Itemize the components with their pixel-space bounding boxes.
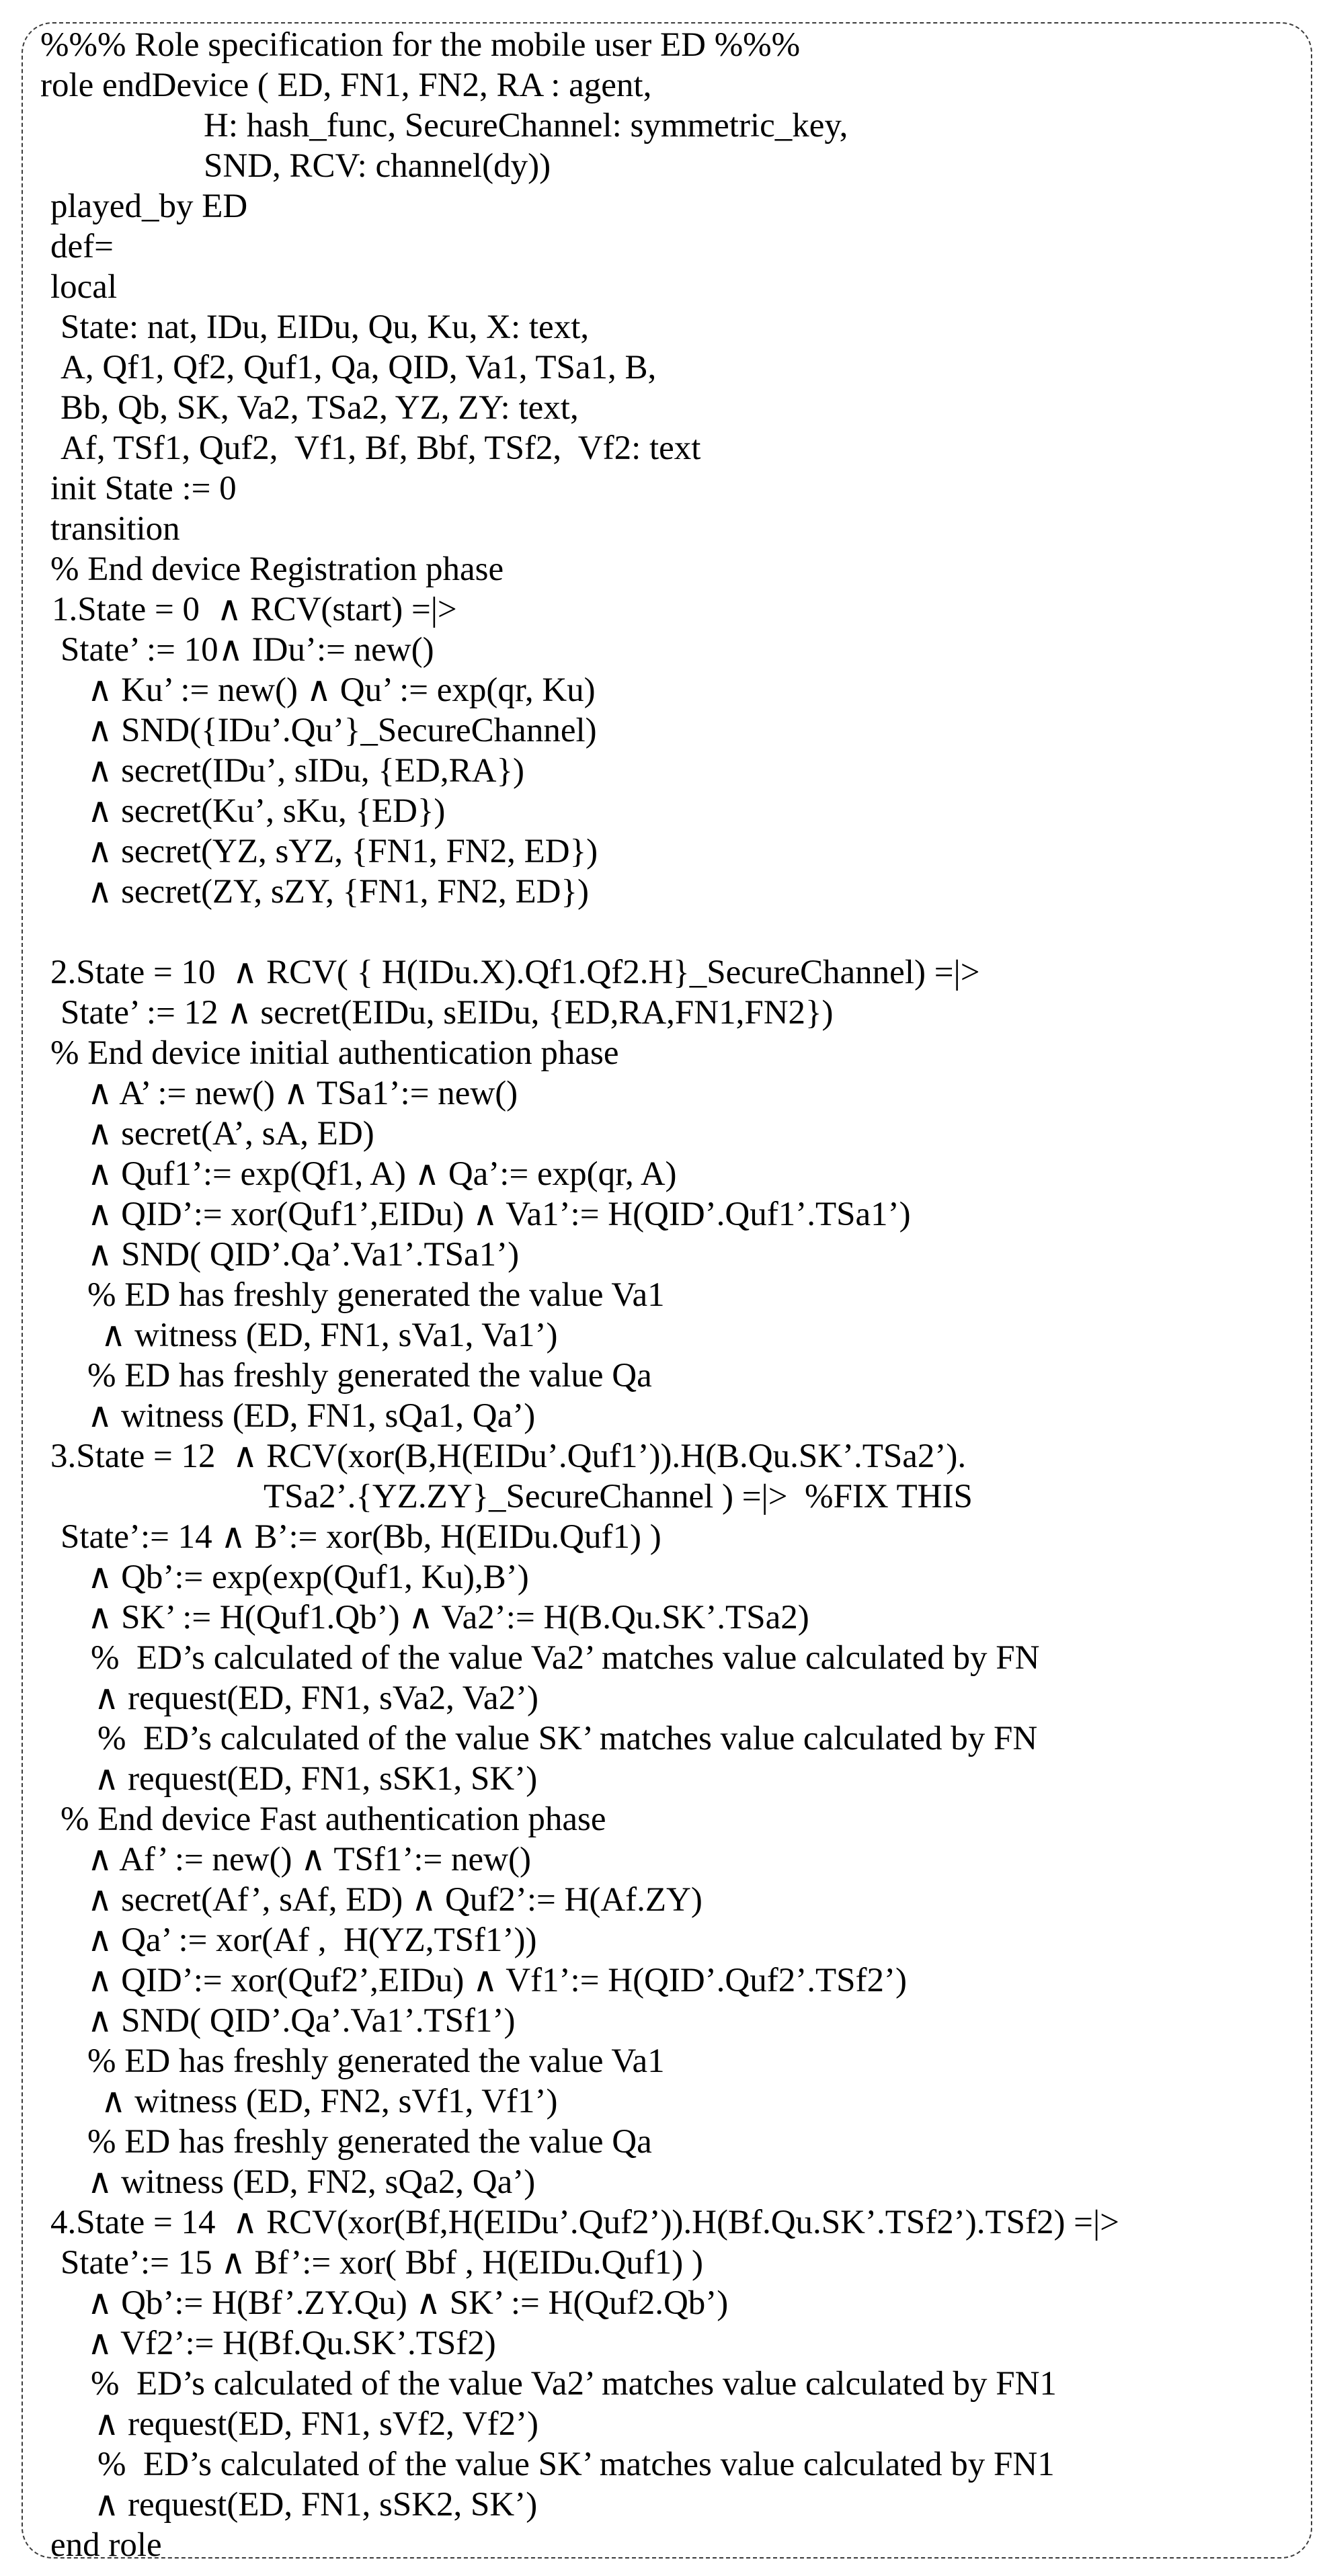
transition-line: 3.State = 12 ∧ RCV(xor(B,H(EIDu’.Quf1’)).H(B.Qu.SK’.TSa2’). bbox=[50, 1438, 967, 1475]
comment-line: % ED’s calculated of the value SK’ matches value calculated by FN bbox=[97, 1720, 1038, 1757]
code-line: Af, TSf1, Quf2, Vf1, Bf, Bbf, TSf2, Vf2: text bbox=[61, 429, 701, 467]
code-line: ∧ Quf1’:= exp(Qf1, A) ∧ Qa’:= exp(qr, A) bbox=[87, 1155, 677, 1193]
transition-line: 1.State = 0 ∧ RCV(start) =|> bbox=[52, 591, 457, 628]
comment-line: % ED’s calculated of the value Va2’ matches value calculated by FN1 bbox=[91, 2365, 1057, 2403]
code-line: Bb, Qb, SK, Va2, TSa2, YZ, ZY: text, bbox=[61, 389, 579, 427]
code-line: transition bbox=[50, 510, 180, 548]
code-line: ∧ witness (ED, FN1, sVa1, Va1’) bbox=[101, 1317, 558, 1354]
code-line: ∧ secret(YZ, sYZ, {FN1, FN2, ED}) bbox=[87, 833, 598, 870]
role-declaration-line: end role bbox=[50, 2526, 162, 2564]
code-line: State’ := 10∧ IDu’:= new() bbox=[61, 631, 434, 669]
code-line: ∧ witness (ED, FN1, sQa1, Qa’) bbox=[87, 1397, 536, 1435]
code-line: ∧ SND({IDu’.Qu’}_SecureChannel) bbox=[87, 712, 597, 749]
code-line: ∧ SND( QID’.Qa’.Va1’.TSf1’) bbox=[87, 2002, 516, 2040]
code-line: ∧ QID’:= xor(Quf1’,EIDu) ∧ Va1’:= H(QID’.Quf1’.TSa1’) bbox=[87, 1196, 911, 1233]
comment-line: % ED has freshly generated the value Qa bbox=[87, 2123, 652, 2161]
code-line: A, Qf1, Qf2, Quf1, Qa, QID, Va1, TSa1, B, bbox=[61, 349, 657, 386]
code-line: ∧ witness (ED, FN2, sQa2, Qa’) bbox=[87, 2163, 536, 2201]
code-line: ∧ witness (ED, FN2, sVf1, Vf1’) bbox=[101, 2083, 558, 2120]
comment-line: % ED has freshly generated the value Va1 bbox=[87, 2042, 665, 2080]
code-line: TSa2’.{YZ.ZY}_SecureChannel ) =|> %FIX THIS bbox=[264, 1478, 973, 1515]
code-line: ∧ secret(Ku’, sKu, {ED}) bbox=[87, 792, 446, 830]
transition-line: 2.State = 10 ∧ RCV( { H(IDu.X).Qf1.Qf2.H}_SecureChannel) =|> bbox=[50, 954, 980, 991]
comment-line: % End device Fast authentication phase bbox=[61, 1800, 606, 1838]
code-line: ∧ Qb’:= H(Bf’.ZY.Qu) ∧ SK’ := H(Quf2.Qb’) bbox=[87, 2284, 729, 2322]
code-line: ∧ secret(A’, sA, ED) bbox=[87, 1115, 374, 1153]
code-line: ∧ A’ := new() ∧ TSa1’:= new() bbox=[87, 1075, 518, 1112]
code-line: ∧ secret(IDu’, sIDu, {ED,RA}) bbox=[87, 752, 524, 790]
code-line: State’:= 14 ∧ B’:= xor(Bb, H(EIDu.Quf1) ) bbox=[61, 1518, 661, 1556]
code-line: init State := 0 bbox=[50, 470, 237, 507]
role-declaration-line: role endDevice ( ED, FN1, FN2, RA : agent, bbox=[40, 67, 652, 104]
comment-line: % End device Registration phase bbox=[50, 550, 504, 588]
code-line: ∧ QID’:= xor(Quf2’,EIDu) ∧ Vf1’:= H(QID’.Quf2’.TSf2’) bbox=[87, 1962, 907, 1999]
transition-line: 4.State = 14 ∧ RCV(xor(Bf,H(EIDu’.Quf2’)).H(Bf.Qu.SK’.TSf2’).TSf2) =|> bbox=[50, 2204, 1119, 2241]
code-line: State’:= 15 ∧ Bf’:= xor( Bbf , H(EIDu.Quf1) ) bbox=[61, 2244, 703, 2282]
comment-line: % ED has freshly generated the value Qa bbox=[87, 1357, 652, 1395]
code-line: SND, RCV: channel(dy)) bbox=[204, 147, 551, 185]
code-line: ∧ secret(ZY, sZY, {FN1, FN2, ED}) bbox=[87, 873, 589, 911]
code-line: ∧ Qb’:= exp(exp(Quf1, Ku),B’) bbox=[87, 1559, 529, 1596]
code-line: ∧ request(ED, FN1, sSK1, SK’) bbox=[94, 1760, 538, 1798]
code-line: ∧ Qa’ := xor(Af , H(YZ,TSf1’)) bbox=[87, 1921, 537, 1959]
code-line: ∧ request(ED, FN1, sSK2, SK’) bbox=[94, 2486, 538, 2524]
code-line: ∧ SND( QID’.Qa’.Va1’.TSa1’) bbox=[87, 1236, 520, 1274]
comment-line: % ED’s calculated of the value SK’ matches value calculated by FN1 bbox=[97, 2446, 1055, 2483]
code-line: ∧ SK’ := H(Quf1.Qb’) ∧ Va2’:= H(B.Qu.SK’.TSa2) bbox=[87, 1599, 809, 1636]
code-line: ∧ request(ED, FN1, sVf2, Vf2’) bbox=[94, 2405, 539, 2443]
code-line: ∧ secret(Af’, sAf, ED) ∧ Quf2’:= H(Af.ZY) bbox=[87, 1881, 702, 1919]
comment-line: % ED has freshly generated the value Va1 bbox=[87, 1276, 665, 1314]
code-line: local bbox=[50, 268, 118, 306]
code-line: ∧ Vf2’:= H(Bf.Qu.SK’.TSf2) bbox=[87, 2325, 496, 2362]
comment-line: % End device initial authentication phase bbox=[50, 1034, 619, 1072]
comment-line: %%% Role specification for the mobile user ED %%% bbox=[40, 26, 801, 64]
code-line: ∧ Ku’ := new() ∧ Qu’ := exp(qr, Ku) bbox=[87, 671, 596, 709]
code-line: State: nat, IDu, EIDu, Qu, Ku, X: text, bbox=[61, 308, 590, 346]
code-line: ∧ Af’ := new() ∧ TSf1’:= new() bbox=[87, 1841, 531, 1878]
code-line: def= bbox=[50, 228, 114, 265]
comment-line: % ED’s calculated of the value Va2’ matches value calculated by FN bbox=[91, 1639, 1040, 1677]
code-line: State’ := 12 ∧ secret(EIDu, sEIDu, {ED,RA,FN1,FN2}) bbox=[61, 994, 834, 1032]
code-line: H: hash_func, SecureChannel: symmetric_key, bbox=[204, 107, 848, 144]
code-line: ∧ request(ED, FN1, sVa2, Va2’) bbox=[94, 1679, 539, 1717]
code-line: played_by ED bbox=[50, 188, 248, 225]
